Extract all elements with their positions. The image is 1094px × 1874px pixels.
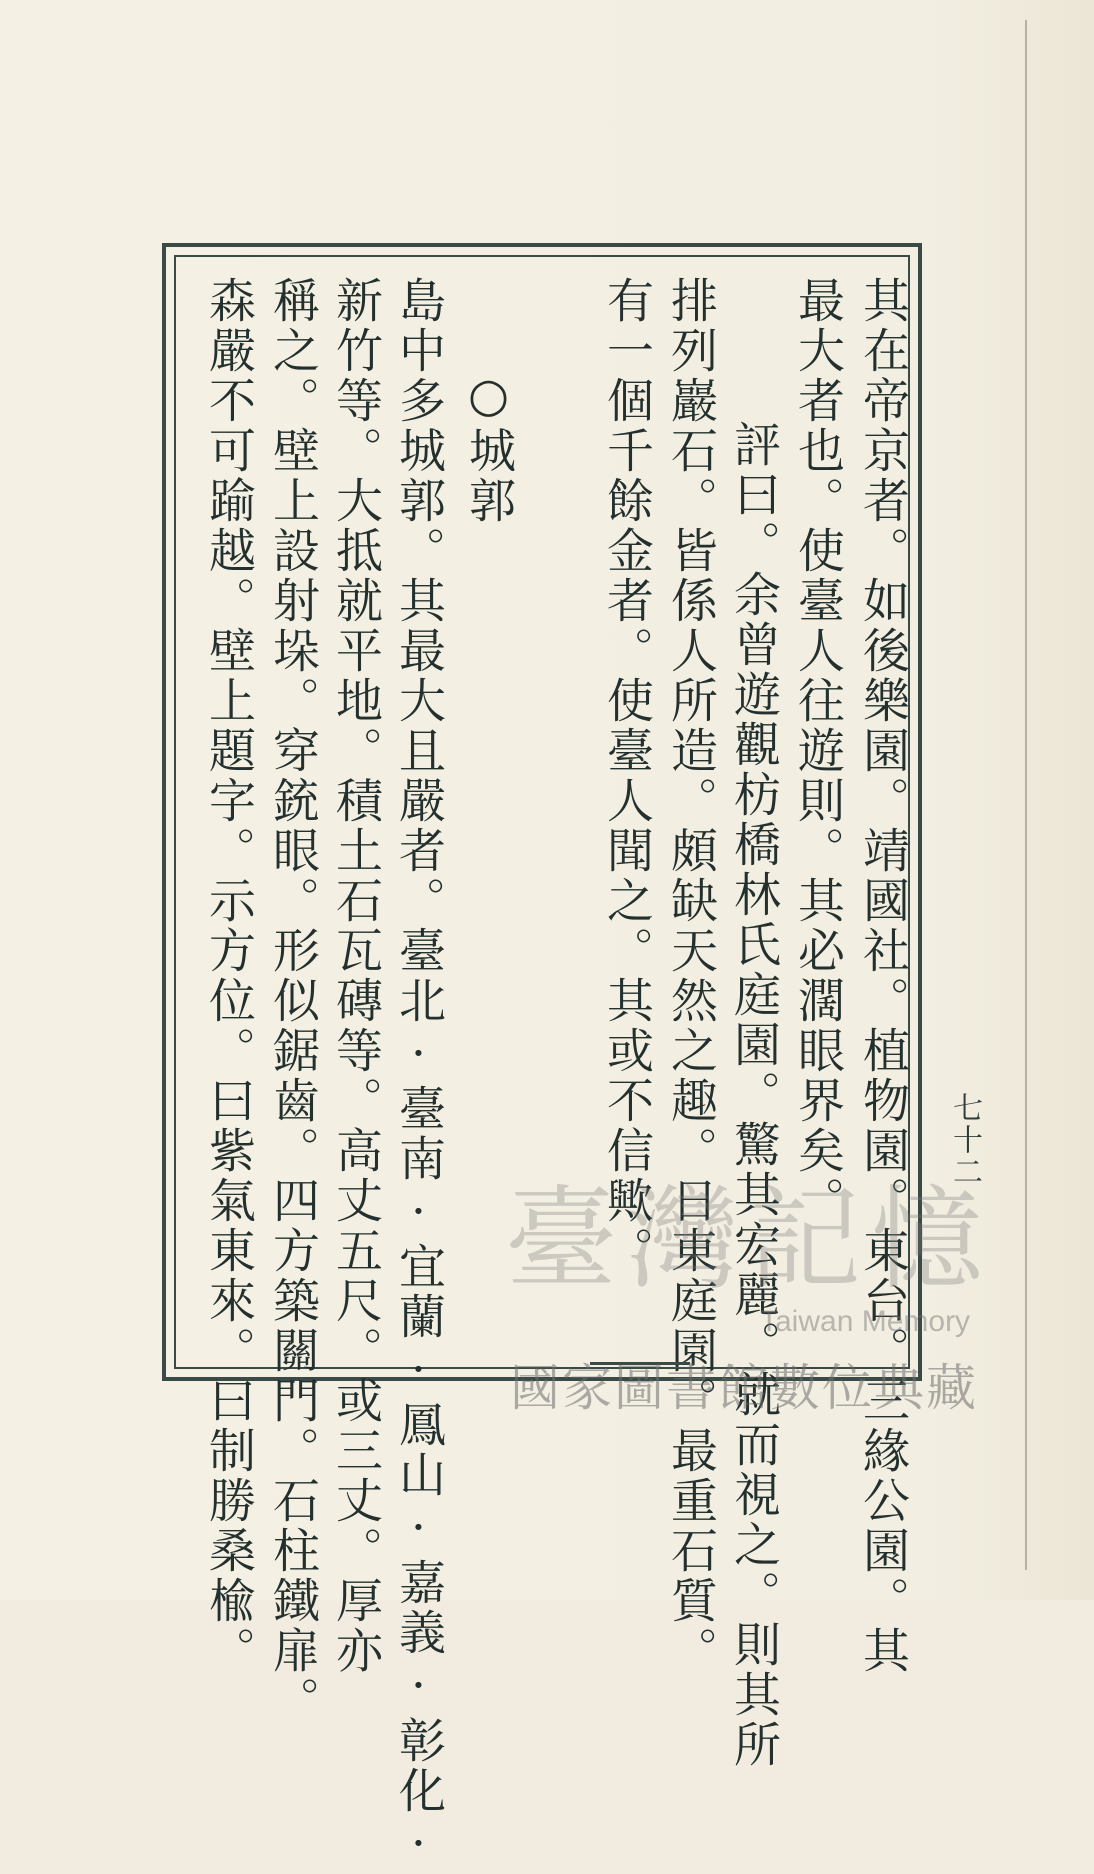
text-column-7: 新竹等。大抵就平地。積土石瓦磚等。高丈五尺。或三丈。厚亦 — [328, 276, 383, 1676]
text-column-3: 評曰。余曾遊觀枋橋林氏庭園。驚其宏麗。就而視之。則其所 — [726, 420, 781, 1770]
text-column-8: 稱之。壁上設射垛。穿銃眼。形似鋸齒。四方築關門。石柱鐵扉。 — [265, 276, 320, 1726]
text-column-2: 最大者也。使臺人往遊則。其必濶眼界矣。 — [790, 276, 845, 1226]
page-binding-line — [1025, 20, 1027, 1570]
watermark-caption: 國家圖書館數位典藏 — [510, 1359, 978, 1417]
text-column-9: 森嚴不可踰越。壁上題字。示方位。曰紫氣東來。曰制勝桑楡。 — [201, 276, 256, 1676]
text-column-6: 島中多城郭。其最大且嚴者。臺北·臺南·宜蘭·鳳山·嘉義·彰化· — [391, 276, 446, 1874]
text-column-5: 有一個千餘金者。使臺人聞之。其或不信歟。 — [599, 276, 654, 1276]
section-heading: ○城郭 — [461, 368, 516, 526]
text-column-1: 其在帝京者。如後樂園。靖國社。植物園。東台。三緣公園。其 — [855, 276, 910, 1676]
watermark-logo: 臺灣記憶 — [505, 1175, 993, 1305]
watermark-latin: Taiwan Memory — [760, 1305, 971, 1338]
page-number: 七十二 — [947, 1092, 982, 1188]
text-column-4: 排列巖石。皆係人所造。頗缺天然之趣。日東庭園。最重石質。 — [663, 276, 718, 1676]
